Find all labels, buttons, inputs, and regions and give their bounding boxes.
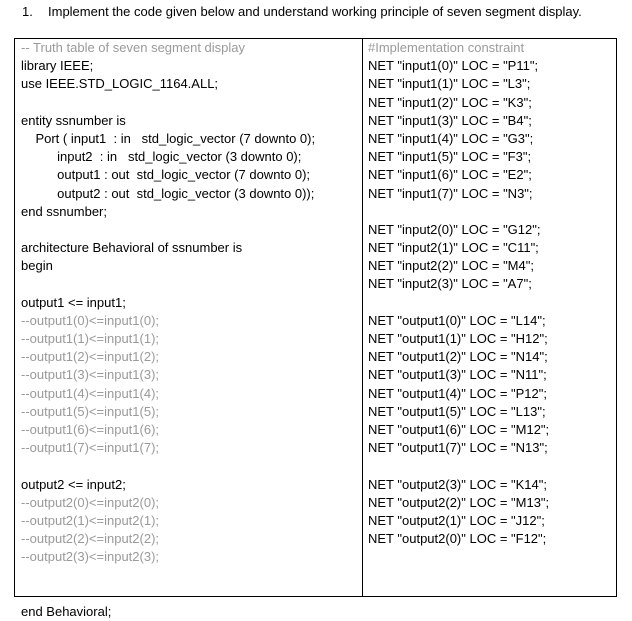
code-table [14,38,617,619]
column-divider [362,39,363,596]
code-line: --output1(5)<=input1(5); [21,403,160,419]
code-line: --output1(3)<=input1(3); [21,367,160,383]
constraint-line: NET "output1(2)" LOC = "N14"; [368,349,548,365]
constraint-blank-line [368,294,613,312]
constraint-line: NET "input1(2)" LOC = "K3"; [368,94,532,110]
constraint-line: NET "input2(3)" LOC = "A7"; [368,276,532,292]
constraint-line: NET "input1(6)" LOC = "E2"; [368,167,532,183]
question-heading [22,3,582,21]
constraint-column [368,39,613,548]
code-line: end ssnumber; [21,203,107,219]
constraint-line: NET "output1(4)" LOC = "P12"; [368,385,547,401]
code-line: entity ssnumber is [21,112,126,128]
code-line: library IEEE; [21,58,94,74]
constraint-line: NET "output2(3)" LOC = "K14"; [368,476,547,492]
code-line: end Behavioral; [21,603,112,619]
constraint-blank-line [368,457,613,475]
vhdl-code-column [21,39,357,621]
code-blank-line [21,566,357,584]
code-line: --output1(1)<=input1(1); [21,331,160,346]
code-line: output2 <= input2; [21,476,126,492]
constraint-line: NET "input1(7)" LOC = "N3"; [368,185,533,201]
constraint-line: NET "input2(2)" LOC = "M4"; [368,258,534,274]
code-blank-line [21,585,357,603]
constraint-blank-line [368,203,613,221]
constraint-line: NET "output1(7)" LOC = "N13"; [368,440,548,456]
code-line: -- Truth table of seven segment display [21,40,246,55]
constraint-line: NET "output2(1)" LOC = "J12"; [368,512,545,528]
constraint-line: NET "input1(0)" LOC = "P11"; [368,58,539,74]
constraint-line: #Implementation constraint [368,40,525,55]
code-blank-line [21,94,357,112]
code-line: --output1(6)<=input1(6); [21,421,160,437]
code-line: --output1(2)<=input1(2); [21,349,160,365]
constraint-line: NET "output1(0)" LOC = "L14"; [368,312,546,328]
code-line: --output2(1)<=input2(1); [21,512,160,528]
code-blank-line [21,275,357,293]
code-blank-line [21,457,357,475]
constraint-line: NET "output1(6)" LOC = "M12"; [368,421,550,437]
code-blank-line [21,221,357,239]
code-line: begin [21,258,53,274]
code-line: --output2(0)<=input2(0); [21,494,160,510]
constraint-line: NET "output1(1)" LOC = "H12"; [368,331,548,346]
question-number: 1. [22,4,33,19]
constraint-line: NET "input1(5)" LOC = "F3"; [368,149,532,165]
code-line: --output1(4)<=input1(4); [21,385,160,401]
constraint-line: NET "output1(3)" LOC = "N11"; [368,367,547,383]
constraint-line: NET "input1(1)" LOC = "L3"; [368,76,531,92]
code-line: --output2(2)<=input2(2); [21,531,160,547]
code-line: architecture Behavioral of ssnumber is [21,240,243,256]
constraint-line: NET "input1(3)" LOC = "B4"; [368,112,532,128]
code-line: input2 : in std_logic_vector (3 downto 0); [21,149,302,165]
constraint-line: NET "output2(0)" LOC = "F12"; [368,531,547,547]
code-line: output1 <= input1; [21,294,126,310]
constraint-line: NET "output1(5)" LOC = "L13"; [368,403,546,419]
code-line: --output1(0)<=input1(0); [21,312,160,328]
code-line: output1 : out std_logic_vector (7 downto 0); [21,167,311,183]
question-text: Implement the code given below and understand working principle of seven segment display. [48,4,582,19]
code-line: --output2(3)<=input2(3); [21,549,160,565]
code-line: Port ( input1 : in std_logic_vector (7 downto 0); [21,130,316,146]
code-line: use IEEE.STD_LOGIC_1164.ALL; [21,76,219,92]
constraint-line: NET "input2(0)" LOC = "G12"; [368,221,541,237]
constraint-line: NET "output2(2)" LOC = "M13"; [368,494,550,510]
code-line: --output1(7)<=input1(7); [21,440,160,456]
constraint-line: NET "input2(1)" LOC = "C11"; [368,240,539,256]
code-line: output2 : out std_logic_vector (3 downto 0)); [21,185,315,201]
constraint-line: NET "input1(4)" LOC = "G3"; [368,130,534,146]
